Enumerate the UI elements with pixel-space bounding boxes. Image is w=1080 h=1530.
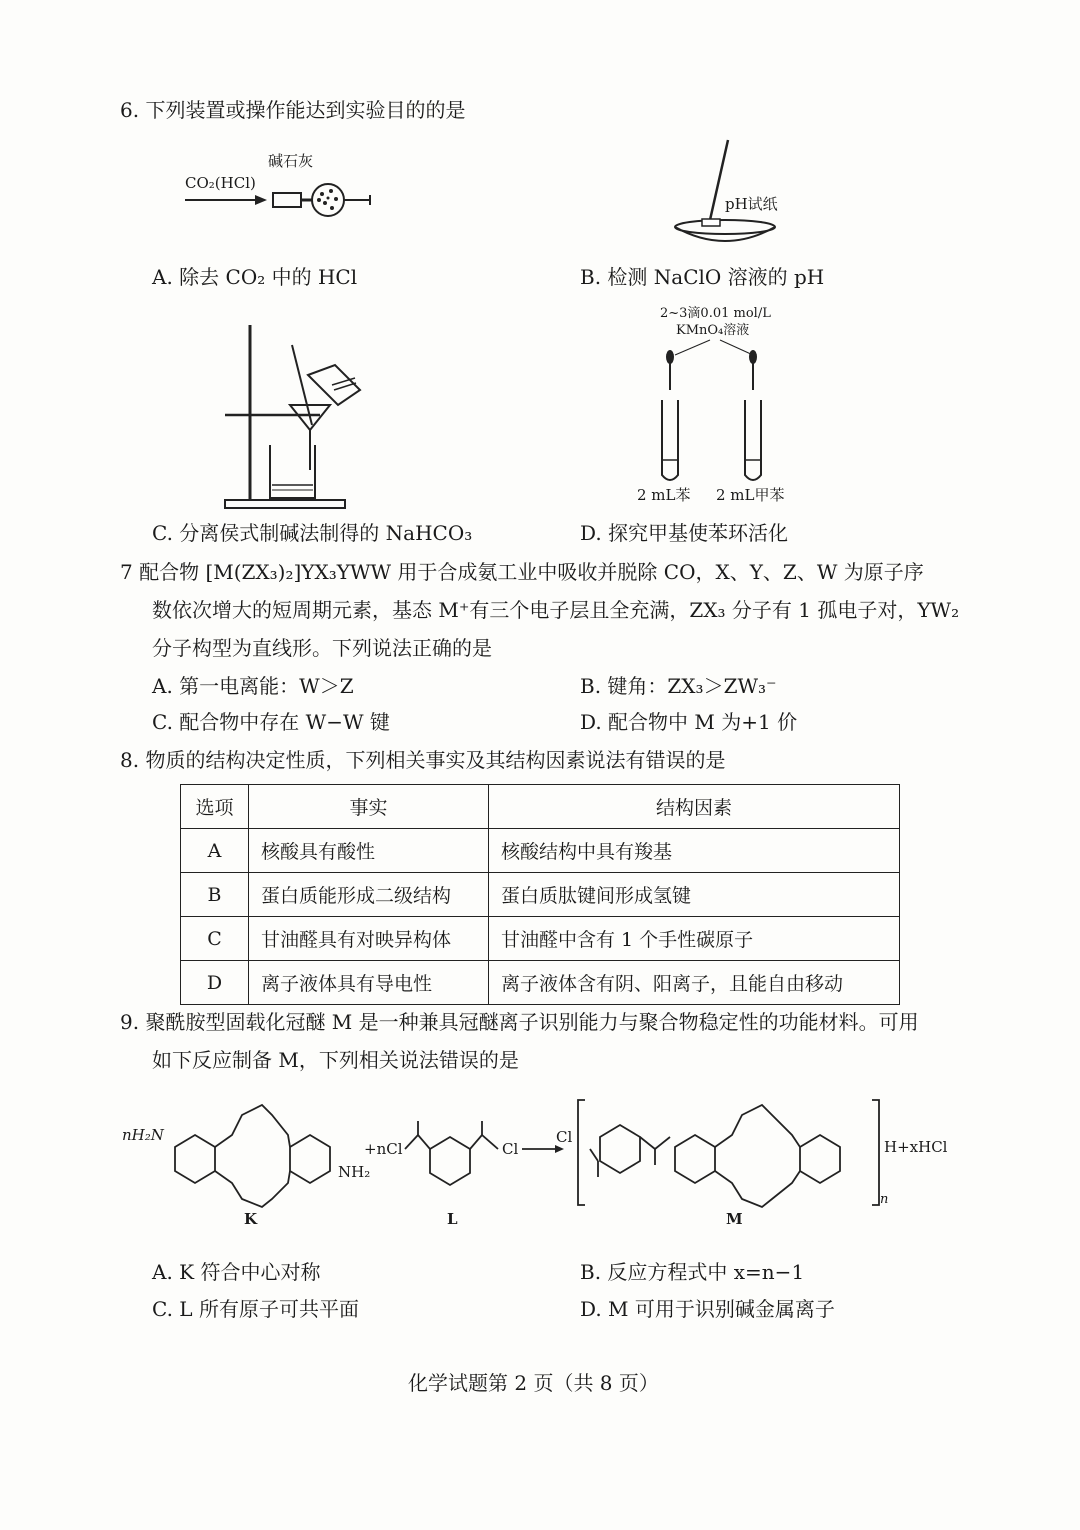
page-footer: 化学试题第 2 页（共 8 页） [408, 1371, 659, 1395]
q9-stem-line-2: 如下反应制备 M，下列相关说法错误的是 [152, 1048, 519, 1072]
q6-option-b: B. 检测 NaClO 溶液的 pH [580, 265, 825, 289]
label-k: K [244, 1210, 258, 1228]
molecule-k [175, 1105, 330, 1207]
q7-option-c: C. 配合物中存在 W−W 键 [152, 710, 390, 734]
reaction-l-chloride-right: Cl [502, 1140, 519, 1158]
figB-ph-paper-label: pH试纸 [725, 195, 778, 213]
figD-reagent-label-2: KMnO₄溶液 [676, 323, 750, 338]
q8-table [180, 784, 900, 1005]
q7-stem-line-1: 7 配合物 [M(ZX₃)₂]YX₃YWW 用于合成氨工业中吸收并脱除 CO，X、Y、Z、W 为原子序 [120, 560, 924, 584]
table-cell-factor: 甘油醛中含有 1 个手性碳原子 [489, 917, 900, 961]
table-header-cell: 结构因素 [489, 785, 900, 829]
q6-option-d: D. 探究甲基使苯环活化 [580, 521, 789, 545]
q9-option-c: C. L 所有原子可共平面 [152, 1297, 359, 1321]
table-row [181, 961, 900, 1005]
ph-paper-figure [670, 135, 780, 250]
table-cell-fact: 甘油醛具有对映异构体 [249, 917, 489, 961]
reaction-product-tail: H+xHCl [884, 1138, 948, 1156]
figA-reagent-label: 碱石灰 [268, 152, 314, 170]
q7-option-b: B. 键角：ZX₃＞ZW₃⁻ [580, 674, 777, 698]
table-cell-fact: 核酸具有酸性 [249, 829, 489, 873]
reaction-repeat-n: n [880, 1192, 889, 1207]
table-cell-factor: 蛋白质肽键间形成氢键 [489, 873, 900, 917]
q7-option-a: A. 第一电离能：W＞Z [152, 674, 354, 698]
table-header-row [181, 785, 900, 829]
q6-option-a: A. 除去 CO₂ 中的 HCl [152, 265, 358, 289]
q8-stem: 8. 物质的结构决定性质，下列相关事实及其结构因素说法有错误的是 [120, 748, 726, 772]
q7-option-d: D. 配合物中 M 为+1 价 [580, 710, 798, 734]
table-row [181, 873, 900, 917]
q9-stem-line-1: 9. 聚酰胺型固载化冠醚 M 是一种兼具冠醚离子识别能力与聚合物稳定性的功能材料。可用 [120, 1010, 919, 1034]
table-row [181, 829, 900, 873]
table-cell-option: B [181, 873, 249, 917]
table-header-cell: 选项 [181, 785, 249, 829]
table-header-cell: 事实 [249, 785, 489, 829]
filtration-figure [220, 320, 380, 515]
table-cell-fact: 离子液体具有导电性 [249, 961, 489, 1005]
q6-stem: 6. 下列装置或操作能达到实验目的的是 [120, 98, 466, 122]
reaction-m-end-group: Cl [556, 1128, 573, 1146]
reaction-k-amine-left: nH₂N [122, 1126, 164, 1144]
table-cell-fact: 蛋白质能形成二级结构 [249, 873, 489, 917]
q6-option-c: C. 分离侯式制碱法制得的 NaHCO₃ [152, 521, 473, 545]
table-cell-option: D [181, 961, 249, 1005]
table-cell-option: A [181, 829, 249, 873]
figD-tube-label-toluene: 2 mL甲苯 [716, 486, 785, 504]
figD-tube-label-benzene: 2 mL苯 [637, 486, 691, 504]
q7-stem-line-3: 分子构型为直线形。下列说法正确的是 [152, 636, 492, 660]
label-m: M [726, 1210, 743, 1228]
label-l: L [447, 1210, 458, 1228]
table-cell-option: C [181, 917, 249, 961]
q7-stem-line-2: 数依次增大的短周期元素，基态 M⁺有三个电子层且全充满，ZX₃ 分子有 1 孤电子对，YW₂ [152, 598, 960, 622]
q9-option-d: D. M 可用于识别碱金属离子 [580, 1297, 835, 1321]
q9-option-a: A. K 符合中心对称 [152, 1260, 321, 1284]
table-row [181, 917, 900, 961]
figA-gas-label: CO₂(HCl) [185, 174, 256, 192]
drying-tube-figure [185, 178, 385, 228]
q9-option-b: B. 反应方程式中 x=n−1 [580, 1260, 805, 1284]
reaction-l-chloride-left: +nCl [364, 1140, 403, 1158]
table-cell-factor: 离子液体含有阴、阳离子，且能自由移动 [489, 961, 900, 1005]
test-tubes-figure [650, 335, 780, 490]
figD-reagent-label-1: 2~3滴0.01 mol/L [660, 306, 771, 321]
reaction-scheme [120, 1095, 970, 1215]
reaction-k-amine-right: NH₂ [338, 1163, 371, 1181]
molecule-m [578, 1100, 879, 1207]
table-cell-factor: 核酸结构中具有羧基 [489, 829, 900, 873]
molecule-l [405, 1121, 498, 1185]
